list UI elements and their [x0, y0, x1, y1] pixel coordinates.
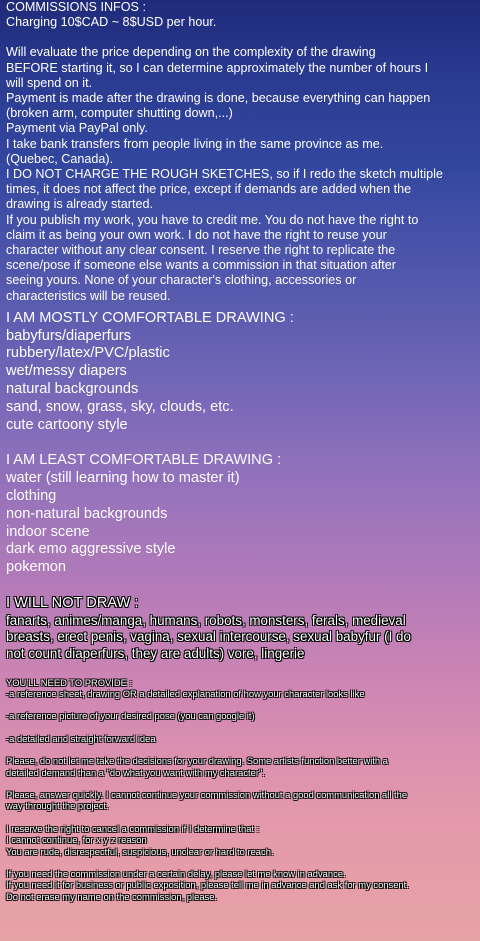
note-line: way throught the project. [6, 800, 109, 812]
comfortable-item: natural backgrounds [6, 381, 139, 398]
commission-info-section [6, 0, 474, 304]
provide-section [6, 677, 474, 903]
comfortable-item: babyfurs/diaperfurs [6, 327, 131, 344]
least-item: clothing [6, 488, 57, 505]
policy-line: Will evaluate the price depending on the complexity of the drawing [6, 45, 376, 60]
provide-item: -a reference picture of your desired pose (you can google it) [6, 710, 255, 722]
comfortable-title: I AM MOSTLY COMFORTABLE DRAWING : [6, 309, 294, 326]
comfortable-item: wet/messy diapers [6, 363, 127, 380]
policy-line: I DO NOT CHARGE THE ROUGH SKETCHES, so if I redo the sketch multiple [6, 167, 443, 182]
provide-item: -a reference sheet, drawing OR a detailed explanation of how your character looks like [6, 688, 365, 699]
will-not-line: not count diaperfurs, they are adults) vore, lingerie [6, 646, 305, 661]
policy-line: BEFORE starting it, so I can determine approximately the number of hours I [6, 60, 429, 75]
policy-line: characteristics will be reused. [6, 288, 171, 303]
policy-line: Payment via PayPal only. [6, 121, 148, 136]
least-title: I AM LEAST COMFORTABLE DRAWING : [6, 452, 282, 469]
policy-line: will spend on it. [6, 75, 93, 90]
note-line: Please, answer quickly. I cannot continue your commission without a good communication all the [6, 789, 408, 801]
final-line: If you need the commission under a certain delay, please let me know in advance. [6, 868, 346, 880]
policy-line: Payment is made after the drawing is done, because everything can happen [6, 91, 431, 106]
cancel-line: I reserve the right to cancel a commission if I determine that : [6, 822, 260, 834]
comfortable-item: sand, snow, grass, sky, clouds, etc. [6, 398, 234, 415]
policy-line: (Quebec, Canada). [6, 151, 114, 166]
policy-line: I take bank transfers from people living in the same province as me. [6, 136, 384, 151]
policy-line: times, it does not affect the price, except if demands are added when the [6, 182, 412, 197]
policy-line: claim it as being your own work. I do not have the right to reuse your [6, 227, 387, 242]
final-line: Do not erase my name on the commission, please. [6, 890, 218, 902]
policy-line: seeing yours. None of your character's clothing, accessories or [6, 273, 357, 288]
cancel-line: You are rude, disrespectful, suspicious, unclear or hard to reach. [6, 845, 274, 857]
note-line: Please, do not let me take the decisions for your drawing. Some artists function better with a [6, 755, 388, 767]
will-not-line: fanarts, animes/manga, humans, robots, monsters, ferals, medieval [6, 612, 406, 628]
policy-line: scene/pose if someone else wants a commission in that situation after [6, 258, 396, 273]
least-comfortable-section [6, 452, 474, 577]
provide-item: -a detailed and straight forward idea [6, 732, 156, 744]
policy-line: (broken arm, computer shutting down,...) [6, 106, 233, 121]
policy-line: drawing is already started. [6, 197, 153, 212]
comfortable-item: rubbery/latex/PVC/plastic [6, 345, 170, 362]
cancel-line: I cannot continue, for x y z reason [6, 834, 147, 846]
comfortable-section [6, 310, 474, 435]
policy-line: If you publish my work, you have to credit me. You do not have the right to [6, 212, 419, 227]
provide-title: YOU'LL NEED TO PROVIDE : [6, 676, 133, 688]
policy-line: character without any clear consent. I reserve the right to replicate the [6, 243, 396, 258]
least-item: indoor scene [6, 523, 90, 540]
least-item: water (still learning how to master it) [6, 470, 240, 487]
least-item: non-natural backgrounds [6, 505, 168, 522]
will-not-line: breasts, erect penis, vagina, sexual intercourse, sexual babyfur (I do [6, 629, 411, 645]
comfortable-item: cute cartoony style [6, 416, 128, 433]
least-item: pokemon [6, 559, 67, 576]
final-line: If you need it for business or public exposition, please tell me in advance and ask for my consent. [6, 879, 409, 891]
will-not-title: I WILL NOT DRAW : [6, 595, 139, 612]
rate-line: Charging 10$CAD ~ 8$USD per hour. [6, 15, 217, 30]
least-item: dark emo aggressive style [6, 541, 176, 558]
will-not-draw-section [6, 595, 474, 663]
note-line: detailed demand than a "do what you want with my character". [6, 766, 265, 778]
section-header: COMMISSIONS INFOS : [6, 0, 146, 14]
